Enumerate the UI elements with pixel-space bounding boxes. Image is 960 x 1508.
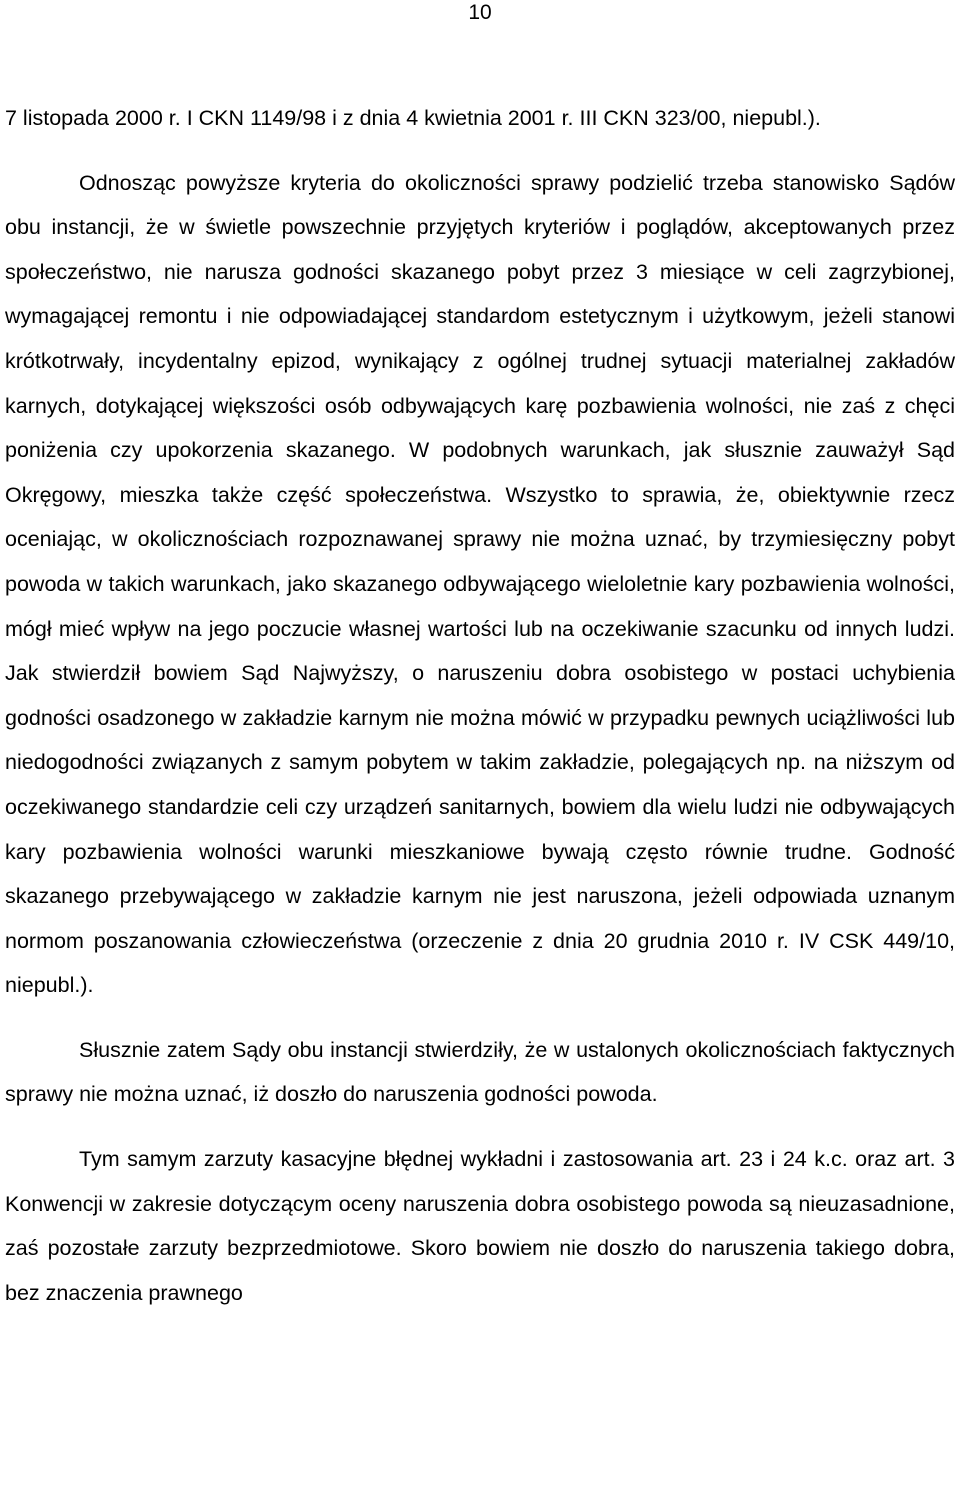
paragraph-citation-continuation: 7 listopada 2000 r. I CKN 1149/98 i z dnia 4 kwietnia 2001 r. III CKN 323/00, niepubl.). [5, 106, 821, 130]
page-number: 10 [468, 1, 492, 24]
paragraph-assessment: Odnosząc powyższe kryteria do okoliczności sprawy podzielić trzeba stanowisko Sądów obu instancji, że w świetle powszechnie przyjętych kryteriów i poglądów, akceptowanych przez społeczeństwo, nie narusza godności skazanego pobyt przez 3 miesiące w celi zagrzybionej, wymagającej remontu i nie odpowiadającej standardom estetycznym i użytkowym, jeżeli stanowi krótkotrwały, incydentalny epizod, wynikający z ogólnej trudnej sytuacji materialnej zakładów karnych, dotykającej większości osób odbywających karę pozbawienia wolności, nie zaś z chęci poniżenia czy upokorzenia skazanego. W podobnych warunkach, jak słusznie zauważył Sąd Okręgowy, mieszka także część społeczeństwa. Wszystko to sprawia, że, obiektywnie rzecz oceniając, w okolicznościach rozpoznawanej sprawy nie można uznać, by trzymiesięczny pobyt powoda w takich warunkach, jako skazanego odbywającego wieloletnie kary pozbawienia wolności, mógł mieć wpływ na jego poczucie własnej wartości lub na oczekiwanie szacunku od innych ludzi. Jak stwierdził bowiem Sąd Najwyższy, o naruszeniu dobra osobistego w postaci uchybienia godności osadzonego w zakładzie karnym nie można mówić w przypadku pewnych uciążliwości lub niedogodności związanych z samym pobytem w takim zakładzie, polegających np. na niższym od oczekiwanego standardzie celi czy urządzeń sanitarnych, bowiem dla wielu ludzi nie odbywających kary pozbawienia wolności warunki mieszkaniowe bywają często równie trudne. Godność skazanego przebywającego w zakładzie karnym nie jest naruszona, jeżeli odpowiada uznanym normom poszanowania człowieczeństwa (orzeczenie z dnia 20 grudnia 2010 r. IV CSK 449/10, niepubl.). [5, 170, 955, 998]
document-body [5, 96, 955, 1315]
paragraph-appeal-charges: Tym samym zarzuty kasacyjne błędnej wykładni i zastosowania art. 23 i 24 k.c. oraz art. 3 Konwencji w zakresie dotyczącym oceny naruszenia dobra osobistego powoda są nieuzasadnione, zaś pozostałe zarzuty bezprzedmiotowe. Skoro bowiem nie doszło do naruszenia takiego dobra, bez znaczenia prawnego [5, 1147, 955, 1305]
paragraph-conclusion: Słusznie zatem Sądy obu instancji stwierdziły, że w ustalonych okolicznościach faktycznych sprawy nie można uznać, iż doszło do naruszenia godności powoda. [5, 1037, 955, 1107]
